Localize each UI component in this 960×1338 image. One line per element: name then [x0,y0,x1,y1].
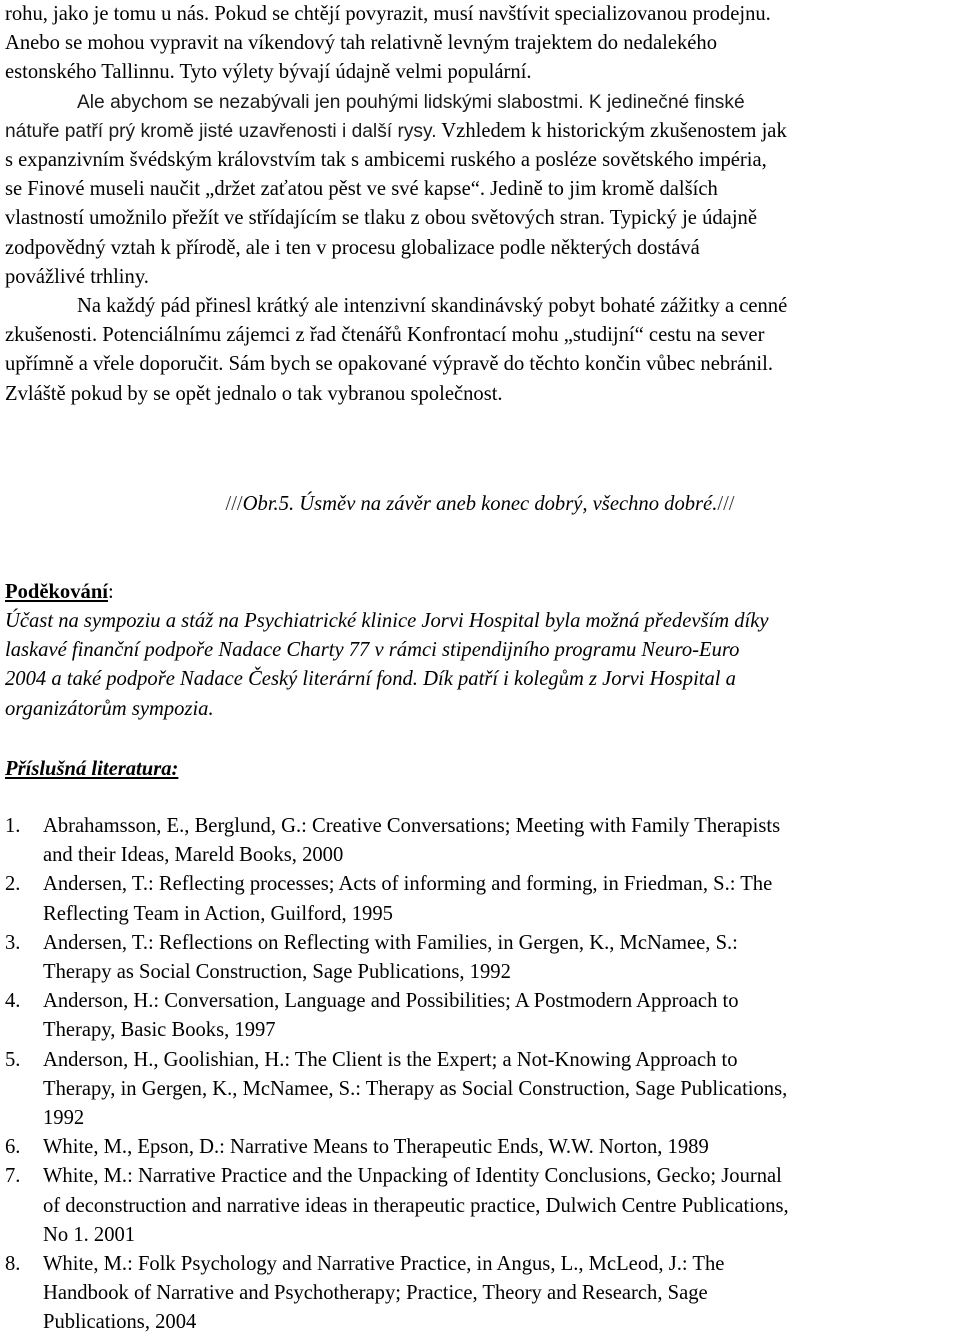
intro-line-rest: Vzhledem k historickým zkušenostem jak [436,119,787,142]
figure-caption [5,490,955,519]
reference-item [5,870,955,928]
acknowledgement-line: organizátorům sympozia. [5,697,214,720]
acknowledgement-title: Poděkování [5,581,108,603]
intro-line: estonského Tallinnu. Tyto výlety bývají údajně velmi populární. [5,61,532,84]
reference-number: 4. [5,990,21,1013]
reference-line: White, M.: Narrative Practice and the Unpacking of Identity Conclusions, Gecko; Journal [43,1165,782,1188]
reference-number: 1. [5,815,21,837]
reference-line: Anderson, H., Goolishian, H.: The Client is the Expert; a Not-Knowing Approach to [43,1048,738,1071]
intro-line: rohu, jako je tomu u nás. Pokud se chtějí povyrazit, musí navštívit specializovanou prodejnu. [5,3,771,25]
reference-line: of deconstruction and narrative ideas in therapeutic practice, Dulwich Centre Publications, [43,1194,789,1217]
reference-line: and their Ideas, Mareld Books, 2000 [43,844,344,867]
reference-line: 1992 [43,1107,85,1130]
reference-line: Handbook of Narrative and Psychotherapy; Practice, Theory and Research, Sage [43,1282,708,1305]
closing-line: Zvláště pokud by se opět jednalo o tak vybranou společnost. [5,382,503,405]
intro-line: povážlivé trhliny. [5,265,149,288]
acknowledgement-line: Účast na sympoziu a stáž na Psychiatrické klinice Jorvi Hospital byla možná především díky [5,610,769,632]
reference-number: 3. [5,931,21,954]
intro-line: s expanzivním švédským královstvím tak s ambicemi ruského a posléze sovětského impéria, [5,149,767,172]
closing-line: zkušenosti. Potenciálnímu zájemci z řad čtenářů Konfrontací mohu „studijní“ cestu na sever [5,324,765,347]
caption-text: Obr.5. Úsměv na závěr aneb konec dobrý, všechno dobré. [242,493,718,515]
closing-paragraph [5,292,955,409]
acknowledgement-text [5,607,769,724]
reference-item [5,1133,955,1162]
reference-line: Reflecting Team in Action, Guilford, 1995 [43,902,393,925]
literature-title: Příslušná literatura: [5,758,179,780]
closing-line: upřímně a vřele doporučit. Sám bych se opakované výpravě do těchto končin vůbec nebránil. [5,353,774,376]
reference-line: Therapy, in Gergen, K., McNamee, S.: Therapy as Social Construction, Sage Publications, [43,1077,788,1100]
intro-line: Anebo se mohou vypravit na víkendový tah relativně levným trajektem do nedalekého [5,32,717,55]
intro-line: zodpovědný vztah k přírodě, ale i ten v procesu globalizace podle některých dostává [5,236,700,259]
caption-prefix: /// [225,493,243,515]
reference-item [5,1046,955,1134]
reference-line: Anderson, H.: Conversation, Language and Possibilities; A Postmodern Approach to [43,990,739,1013]
reference-line: Therapy, Basic Books, 1997 [43,1019,276,1042]
reference-line: No 1. 2001 [43,1223,136,1246]
acknowledgement-colon: : [108,581,114,603]
caption-suffix: /// [717,493,735,515]
reference-line: Andersen, T.: Reflecting processes; Acts of informing and forming, in Friedman, S.: The [43,873,773,896]
intro-line: se Finové museli naučit „držet zaťatou pěst ve své kapse“. Jedině to jim kromě dalších [5,178,718,201]
intro-sans-text: Ale abychom se nezabývali jen pouhými lidskými slabostmi. K jedinečné finské [77,91,745,113]
intro-line: vlastností umožnilo přežít ve střídajícím se tlaku z obou světových stran. Typický je údajně [5,207,757,230]
reference-number: 6. [5,1136,21,1159]
reference-item [5,1162,955,1250]
reference-line: Therapy as Social Construction, Sage Publications, 1992 [43,961,511,984]
intro-paragraph [5,0,955,292]
reference-list [5,812,955,1338]
reference-number: 5. [5,1048,21,1071]
document-page [5,0,955,1334]
reference-item [5,812,955,870]
closing-line: Na každý pád přinesl krátký ale intenzivní skandinávský pobyt bohaté zážitky a cenné [77,295,788,318]
reference-item [5,929,955,987]
reference-number: 8. [5,1253,21,1276]
reference-line: White, M., Epson, D.: Narrative Means to Therapeutic Ends, W.W. Norton, 1989 [43,1136,709,1159]
reference-line: Publications, 2004 [43,1311,197,1334]
reference-line: White, M.: Folk Psychology and Narrative Practice, in Angus, L., McLeod, J.: The [43,1253,725,1276]
acknowledgement-line: laskavé finanční podpoře Nadace Charty 77 v rámci stipendijního programu Neuro-Euro [5,639,740,662]
reference-line: Abrahamsson, E., Berglund, G.: Creative Conversations; Meeting with Family Therapists [43,815,781,837]
acknowledgement-heading [5,578,114,607]
reference-line: Andersen, T.: Reflections on Reflecting with Families, in Gergen, K., McNamee, S.: [43,931,738,954]
reference-item [5,1250,955,1338]
reference-number: 2. [5,873,21,896]
reference-number: 7. [5,1165,21,1188]
acknowledgement-line: 2004 a také podpoře Nadace Český literární fond. Dík patří i kolegům z Jorvi Hospital a [5,668,736,691]
intro-sans-text: nátuře patří prý kromě jisté uzavřenosti i další rysy. [5,120,437,142]
literature-heading [5,755,178,784]
reference-item [5,987,955,1045]
